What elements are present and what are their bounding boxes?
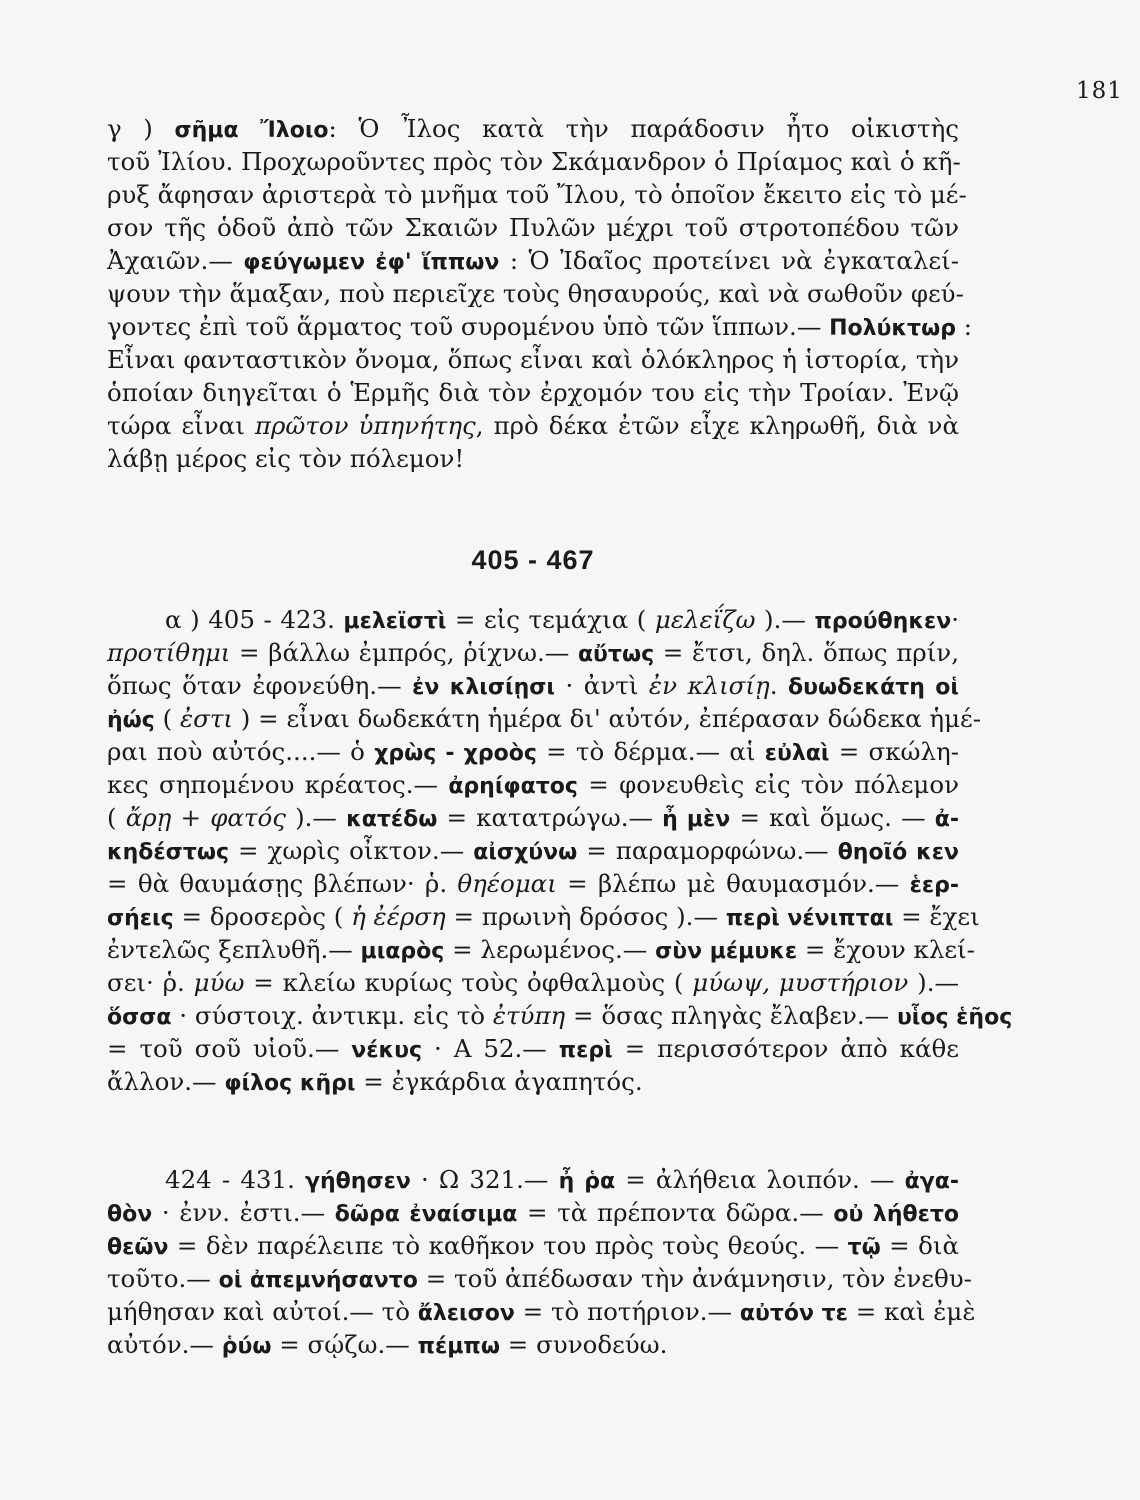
bold-term: σήεις [107, 906, 174, 931]
text-line [107, 1328, 959, 1361]
text: : [955, 312, 972, 341]
text-line [107, 834, 959, 867]
section-heading: 405 - 467 [471, 545, 595, 575]
text-line [107, 409, 959, 442]
bold-term: ὅσσα [107, 1005, 172, 1030]
bold-term: δῶρα ἐναίσιμα [334, 1202, 518, 1227]
text-line [107, 768, 959, 801]
italic-term: ἡ ἐέρση [351, 902, 446, 931]
text: γ ) [107, 114, 175, 143]
bold-term: θεῶν [107, 1235, 169, 1260]
bold-term: θηοῖό κεν [837, 840, 959, 865]
text-line [107, 442, 959, 475]
text: ρυξ ἄφησαν ἀριστερὰ τὸ μνῆμα τοῦ Ἴλου, τὸ ὁποῖον ἔκειτο εἰς τὸ μέ- [107, 180, 967, 209]
text: · ἀντὶ [554, 671, 649, 700]
text-line [107, 277, 964, 310]
bold-term: φεύγωμεν ἐφ' ἵππων [243, 250, 500, 275]
text-line [107, 669, 959, 702]
bold-term: σὺν μέμυκε [655, 939, 798, 964]
text-line [107, 1229, 959, 1262]
text-line [107, 999, 1013, 1032]
bold-term: πρoύθηκεν [814, 609, 952, 634]
text: μήθησαν καὶ αὐτοί.— τὸ [107, 1297, 418, 1326]
text: = τὸ ποτήριον.— [514, 1297, 740, 1326]
text: = καὶ ὅμως. — [730, 803, 935, 832]
text: = λερωμένος.— [444, 935, 656, 964]
italic-term: θηέομαι [457, 869, 557, 898]
text: = θὰ θαυμάσῃς βλέπων· ῥ. [107, 869, 458, 898]
text: σει· ῥ. [107, 968, 194, 997]
text: ὁποίαν διηγεῖται ὁ Ἑρμῆς διὰ τὸν ἐρχομόν του εἰς τὴν Τροίαν. Ἐνῷ [107, 378, 959, 407]
text: ψουν τὴν ἅμαξαν, ποὺ περιεῖχε τοὺς θησαυρούς, καὶ νὰ σωθοῦν φεύ- [107, 279, 964, 308]
text: = ἔχουν κλεί- [797, 935, 975, 964]
bold-term: περὶ νένιπται [725, 906, 894, 931]
bold-term: αὔτως [577, 642, 655, 667]
bold-term: αἰσχύνω [473, 840, 578, 865]
bold-term: πέμπω [417, 1334, 500, 1359]
bold-term: τῷ [847, 1235, 881, 1260]
bold-term: ἀγα- [904, 1169, 959, 1194]
text: = ἔχει [893, 902, 980, 931]
bold-term: περὶ [558, 1038, 613, 1063]
text: · Ω 321.— [410, 1165, 559, 1194]
bold-term: Πολύκτωρ [829, 316, 956, 341]
text: κες σηπομένου κρέατος.— [107, 770, 449, 799]
text: . [769, 671, 789, 700]
text: ).— [285, 803, 347, 832]
italic-term: πρῶτον ὑπηνήτης [254, 411, 476, 440]
text: ( [154, 704, 180, 733]
italic-term: προτίθημι [107, 638, 231, 667]
text-line [107, 603, 959, 636]
bold-term: ἦ μὲν [662, 807, 731, 832]
text-line [107, 801, 959, 834]
bold-term: ἐν κλισίῃσι [412, 675, 555, 700]
text: Ἀχαιῶν.— [107, 246, 244, 275]
bold-term: φίλος κῆρι [224, 1071, 356, 1096]
text: λάβῃ μέρος εἰς τὸν πόλεμον! [107, 444, 465, 473]
text: ἐντελῶς ξεπλυθῆ.— [107, 935, 361, 964]
bold-term: ἑερ- [909, 873, 959, 898]
text-line [107, 343, 959, 376]
text: αὐτόν.— [107, 1330, 222, 1359]
text: σον τῆς ὁδοῦ ἀπὸ τῶν Σκαιῶν Πυλῶν μέχρι τοῦ στροτοπέδου τῶν [107, 213, 959, 242]
text: = δροσερὸς ( [173, 902, 352, 931]
bold-term: μιαρὸς [360, 939, 445, 964]
text: = πρωινὴ δρόσος ).— [445, 902, 726, 931]
text: = τὰ πρέποντα δῶρα.— [517, 1198, 834, 1227]
text: = ὅσας πληγὰς ἔλαβεν.— [565, 1001, 897, 1030]
text: γοντες ἐπὶ τοῦ ἅρματος τοῦ συρομένου ὑπὸ τῶν ἵππων.— [107, 312, 830, 341]
bold-term: εὐλαὶ [764, 741, 830, 766]
text: = τοῦ ἀπέδωσαν τὴν ἀνάμνησιν, τὸν ἐνεθυ- [417, 1264, 972, 1293]
text: = βάλλω ἐμπρός, ῥίχνω.— [230, 638, 578, 667]
text-line [107, 867, 959, 900]
bold-term: αὐτόν τε [739, 1301, 848, 1326]
bold-term: ἀρηίφατος [448, 774, 578, 799]
bold-term: κατέδω [346, 807, 438, 832]
text: = κατατρώγω.— [437, 803, 663, 832]
text-line [107, 636, 959, 669]
text-line [107, 1032, 959, 1065]
text: = συνοδεύω. [499, 1330, 668, 1359]
italic-term: μύω [193, 968, 245, 997]
paragraph-alpha [107, 603, 1013, 1098]
text: τώρα εἶναι [107, 411, 255, 440]
italic-term: ἐστι [179, 704, 234, 733]
text: · [951, 605, 959, 634]
text: : Ὁ Ἶλος κατὰ τὴν παράδοσιν ἦτο οἰκιστὴς [328, 114, 960, 143]
text: = τὸ δέρμα.— αἱ [536, 737, 765, 766]
text: = καὶ ἐμὲ [847, 1297, 976, 1326]
bold-term: ἠώς [107, 708, 155, 733]
text: = σῴζω.— [271, 1330, 418, 1359]
bold-term: ἦ ῥα [558, 1169, 616, 1194]
text: Εἶναι φανταστικὸν ὄνομα, ὅπως εἶναι καὶ ὁλόκληρος ἡ ἱστορία, τὴν [107, 345, 959, 374]
text: τοῦτο.— [107, 1264, 219, 1293]
bold-term: δυωδεκάτη οἱ [788, 675, 959, 700]
text: · Α 52.— [422, 1034, 559, 1063]
text: = κλείω κυρίως τοὺς ὀφθαλμοὺς ( [244, 968, 693, 997]
text: α ) 405 - 423. [165, 605, 344, 634]
text-line [107, 933, 975, 966]
italic-term: ἄρῃ + φατός [125, 803, 286, 832]
text: ὅπως ὅταν ἐφονεύθη.— [107, 671, 413, 700]
paragraph-gamma [107, 112, 972, 475]
paragraph-424-431 [107, 1163, 976, 1361]
text-line [107, 145, 959, 178]
text-line [107, 178, 967, 211]
bold-term: ἄλεισον [417, 1301, 515, 1326]
bold-term: υἷος ἑῆος [896, 1005, 1013, 1030]
text: = εἰς τεμάχια ( [446, 605, 655, 634]
text: = παραμορφώνω.— [577, 836, 838, 865]
text: = ἐγκάρδια ἀγαπητός. [355, 1067, 643, 1096]
text: · σύστοιχ. ἀντικμ. εἰς τὸ [171, 1001, 493, 1030]
bold-term: νέκυς [351, 1038, 423, 1063]
bold-term: θὸν [107, 1202, 153, 1227]
text-line [107, 244, 959, 277]
text: = βλέπω μὲ θαυμασμόν.— [556, 869, 910, 898]
text: = διὰ [880, 1231, 959, 1260]
text-line [107, 1196, 959, 1229]
text: ).— [908, 968, 959, 997]
text-line [107, 1065, 959, 1098]
text: , πρὸ δέκα ἐτῶν εἶχε κληρωθῆ, διὰ νὰ [475, 411, 959, 440]
text: ραι ποὺ αὐτός....— ὁ [107, 737, 375, 766]
bold-term: μελεϊστὶ [343, 609, 447, 634]
bold-term: οὐ λήθετο [833, 1202, 959, 1227]
text-line [107, 1262, 972, 1295]
text: = σκώλη- [829, 737, 960, 766]
text: ).— [755, 605, 815, 634]
text-line [107, 376, 959, 409]
text: = ἔτσι, δηλ. ὅπως πρίν, [654, 638, 959, 667]
text-line [107, 211, 959, 244]
bold-term: σῆμα Ἴλοιο [174, 118, 329, 143]
text-line [107, 900, 980, 933]
text: = χωρὶς οἶκτον.— [229, 836, 474, 865]
text: τοῦ Ἰλίου. Προχωροῦντες πρὸς τὸν Σκάμανδρον ὁ Πρίαμος καὶ ὁ κῆ- [107, 147, 961, 176]
bold-term: ἀ- [934, 807, 959, 832]
italic-term: μύωψ, μυστήριον [692, 968, 909, 997]
bold-term: κηδέστως [107, 840, 229, 865]
text: 424 - 431. [165, 1165, 306, 1194]
text: = φονευθεὶς εἰς τὸν πόλεμον [577, 770, 959, 799]
text: = περισσότερον ἀπὸ κάθε [612, 1034, 959, 1063]
text-line [107, 1163, 959, 1196]
text-line [107, 966, 959, 999]
text: ( [107, 803, 126, 832]
page-number: 181 [1076, 78, 1123, 104]
text-line [107, 310, 972, 343]
text: = ἀλήθεια λοιπόν. — [615, 1165, 905, 1194]
bold-term: ῥύω [221, 1334, 272, 1359]
bold-term: οἱ ἀπεμνήσαντο [218, 1268, 418, 1293]
text-line [107, 1295, 976, 1328]
text: = δὲν παρέλειπε τὸ καθῆκον του πρὸς τοὺς θεούς. — [168, 1231, 848, 1260]
bold-term: γήθησεν [305, 1169, 411, 1194]
text: · ἐνν. ἐστι.— [152, 1198, 335, 1227]
text: = τοῦ σοῦ υἱοῦ.— [107, 1034, 352, 1063]
text: ) = εἶναι δωδεκάτη ἡμέρα δι' αὐτόν, ἐπέρασαν δώδεκα ἡμέ- [233, 704, 981, 733]
text-line [107, 702, 981, 735]
text-line [107, 112, 959, 145]
italic-term: ἐν κλισίῃ [648, 671, 770, 700]
bold-term: χρὼς - χροὸς [374, 741, 537, 766]
italic-term: ἐτύπη [492, 1001, 566, 1030]
text: ἄλλον.— [107, 1067, 225, 1096]
text: : Ὁ Ἰδαῖος προτείνει νὰ ἐγκαταλεί- [499, 246, 959, 275]
text-line [107, 735, 959, 768]
italic-term: μελεΐζω [654, 605, 756, 634]
